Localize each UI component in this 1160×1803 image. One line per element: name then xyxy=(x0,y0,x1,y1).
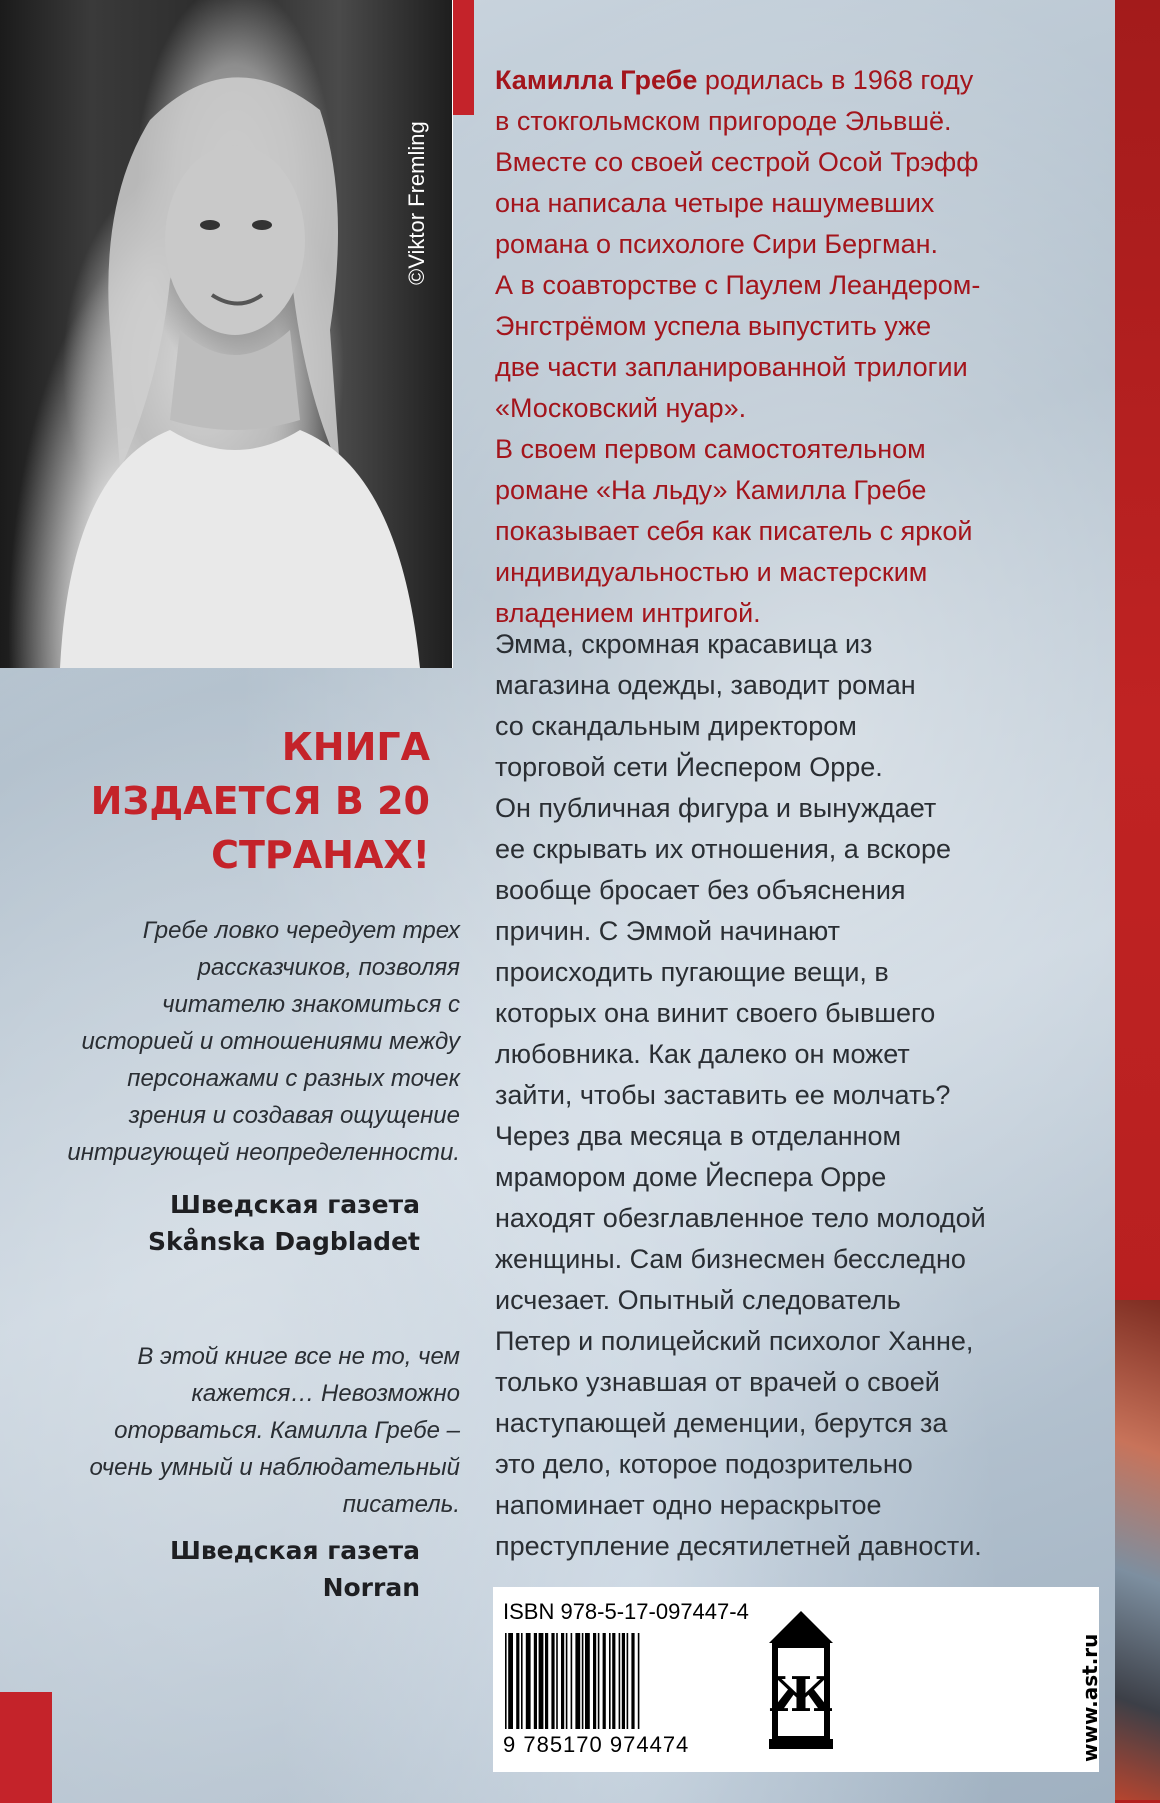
synopsis-line: преступление десятилетней давности. xyxy=(495,1531,982,1561)
quote-line: очень умный и наблюдательный xyxy=(89,1454,460,1481)
headline-20-countries xyxy=(40,720,430,882)
bio-line: две части запланированной трилогии xyxy=(495,352,968,382)
isbn-text: ISBN 978-5-17-097447-4 xyxy=(503,1599,749,1624)
synopsis-line: причин. С Эммой начинают xyxy=(495,916,841,946)
bio-line: она написала четыре нашумевших xyxy=(495,188,935,218)
barcode-bar xyxy=(545,1633,548,1729)
source-line: Шведская газета xyxy=(169,1536,420,1565)
barcode-bar xyxy=(627,1633,629,1729)
quote-line: В этой книге все не то, чем xyxy=(137,1343,460,1370)
barcode-bar xyxy=(508,1633,513,1729)
quote-line: читателю знакомиться с xyxy=(162,991,460,1018)
review-quote-1 xyxy=(20,912,460,1171)
source-line: Skånska Dagbladet xyxy=(147,1227,420,1256)
red-corner-bottom-left xyxy=(0,1692,52,1803)
synopsis-line: это дело, которое подозрительно xyxy=(495,1449,913,1479)
barcode-bar xyxy=(638,1633,640,1729)
review-source-2 xyxy=(20,1532,420,1606)
barcode-bar xyxy=(631,1633,634,1729)
author-name: Камилла Гребе xyxy=(495,65,698,95)
bio-line: романе «На льду» Камилла Гребе xyxy=(495,475,927,505)
barcode-bar xyxy=(571,1633,573,1729)
synopsis-line: мрамором доме Йеспера Орре xyxy=(495,1162,887,1192)
source-line: Norran xyxy=(322,1573,420,1602)
barcode-bar xyxy=(556,1633,558,1729)
quote-line: рассказчиков, позволяя xyxy=(197,954,460,981)
synopsis-line: Эмма, скромная красавица из xyxy=(495,629,873,659)
barcode-bar xyxy=(534,1633,537,1729)
bio-line: В своем первом самостоятельном xyxy=(495,434,926,464)
quote-line: Гребе ловко чередует трех xyxy=(142,917,460,944)
headline-line: КНИГА xyxy=(281,725,430,769)
bio-line: Вместе со своей сестрой Осой Трэфф xyxy=(495,147,979,177)
quote-line: историей и отношениями между xyxy=(81,1028,460,1055)
bio-line-1: Камилла Гребе родилась в 1968 году xyxy=(495,65,974,95)
spine-photo-fragment xyxy=(1115,1300,1160,1800)
quote-line: кажется… Невозможно xyxy=(191,1380,460,1407)
synopsis-line: которых она винит своего бывшего xyxy=(495,998,936,1028)
synopsis-line: исчезает. Опытный следователь xyxy=(495,1285,901,1315)
synopsis-line: вообще бросает без объяснения xyxy=(495,875,906,905)
logo-letter: Ж xyxy=(769,1667,833,1723)
quote-line: писатель. xyxy=(342,1491,460,1518)
quote-line: зрения и создавая ощущение xyxy=(128,1102,460,1129)
synopsis-line: только узнавшая от врачей о своей xyxy=(495,1367,940,1397)
synopsis-line: Петер и полицейский психолог Ханне, xyxy=(495,1326,974,1356)
quote-line: оторваться. Камилла Гребе – xyxy=(114,1417,460,1444)
review-source-1 xyxy=(20,1186,420,1260)
author-photo xyxy=(0,0,453,668)
barcode-digits: 9 785170 974474 xyxy=(503,1732,690,1757)
photo-credit: ©Viktor Fremling xyxy=(404,121,429,285)
bio-line: романа о психологе Сири Бергман. xyxy=(495,229,938,259)
synopsis-line: зайти, чтобы заставить ее молчать? xyxy=(495,1080,951,1110)
synopsis-line: со скандальным директором xyxy=(495,711,857,741)
synopsis-line: торговой сети Йеспером Орре. xyxy=(495,752,883,782)
barcode-icon xyxy=(503,1633,753,1729)
bio-line: Энгстрёмом успела выпустить уже xyxy=(495,311,932,341)
bio-line: индивидуальностью и мастерским xyxy=(495,557,928,587)
bio-line: в стокгольмском пригороде Эльвшё. xyxy=(495,106,952,136)
quote-line: персонажами с разных точек xyxy=(127,1065,460,1092)
barcode-bar xyxy=(593,1633,596,1729)
red-corner-top-mid xyxy=(452,0,474,115)
author-portrait-icon xyxy=(0,0,452,668)
bio-line: владением интригой. xyxy=(495,598,761,628)
barcode-bar xyxy=(516,1633,519,1729)
barcode-bar xyxy=(521,1633,523,1729)
quote-line: интригующей неопределенности. xyxy=(67,1139,460,1166)
publisher-lantern-logo-icon xyxy=(765,1607,837,1753)
synopsis-line: Через два месяца в отделанном xyxy=(495,1121,902,1151)
barcode-bar xyxy=(585,1633,590,1729)
barcode-bar xyxy=(505,1633,507,1729)
barcode-bar xyxy=(539,1633,544,1729)
barcode-bar xyxy=(561,1633,564,1729)
source-line: Шведская газета xyxy=(169,1190,420,1219)
synopsis-line: напоминает одно нераскрытое xyxy=(495,1490,882,1520)
publisher-website[interactable]: www.ast.ru xyxy=(1078,1633,1102,1762)
synopsis-line: ее скрывать их отношения, а вскоре xyxy=(495,834,951,864)
bio-line: «Московский нуар». xyxy=(495,393,747,423)
book-synopsis xyxy=(495,624,1055,1567)
barcode-bar xyxy=(575,1633,580,1729)
barcode-bar xyxy=(603,1633,606,1729)
barcode-bar xyxy=(582,1633,584,1729)
barcode-bar xyxy=(622,1633,625,1729)
synopsis-line: Он публичная фигура и вынуждает xyxy=(495,793,937,823)
barcode-bar xyxy=(551,1633,554,1729)
synopsis-line: любовника. Как далеко он может xyxy=(495,1039,910,1069)
synopsis-line: наступающей деменции, берутся за xyxy=(495,1408,948,1438)
author-bio xyxy=(495,60,1055,634)
headline-line: СТРАНАХ! xyxy=(211,833,430,877)
barcode-bar xyxy=(526,1633,531,1729)
barcode-bar xyxy=(609,1633,611,1729)
synopsis-line: женщины. Сам бизнесмен бесследно xyxy=(495,1244,966,1274)
synopsis-line: происходить пугающие вещи, в xyxy=(495,957,889,987)
barcode-panel xyxy=(493,1587,1102,1772)
barcode-bar xyxy=(566,1633,568,1729)
headline-line: ИЗДАЕТСЯ В 20 xyxy=(90,779,430,823)
synopsis-line: находят обезглавленное тело молодой xyxy=(495,1203,986,1233)
review-quote-2 xyxy=(20,1338,460,1523)
barcode-bar xyxy=(612,1633,615,1729)
barcode-bar xyxy=(619,1633,621,1729)
synopsis-line: магазина одежды, заводит роман xyxy=(495,670,916,700)
bio-line: А в соавторстве с Паулем Леандером- xyxy=(495,270,981,300)
bio-line: показывает себя как писатель с яркой xyxy=(495,516,973,546)
barcode-bar xyxy=(598,1633,600,1729)
